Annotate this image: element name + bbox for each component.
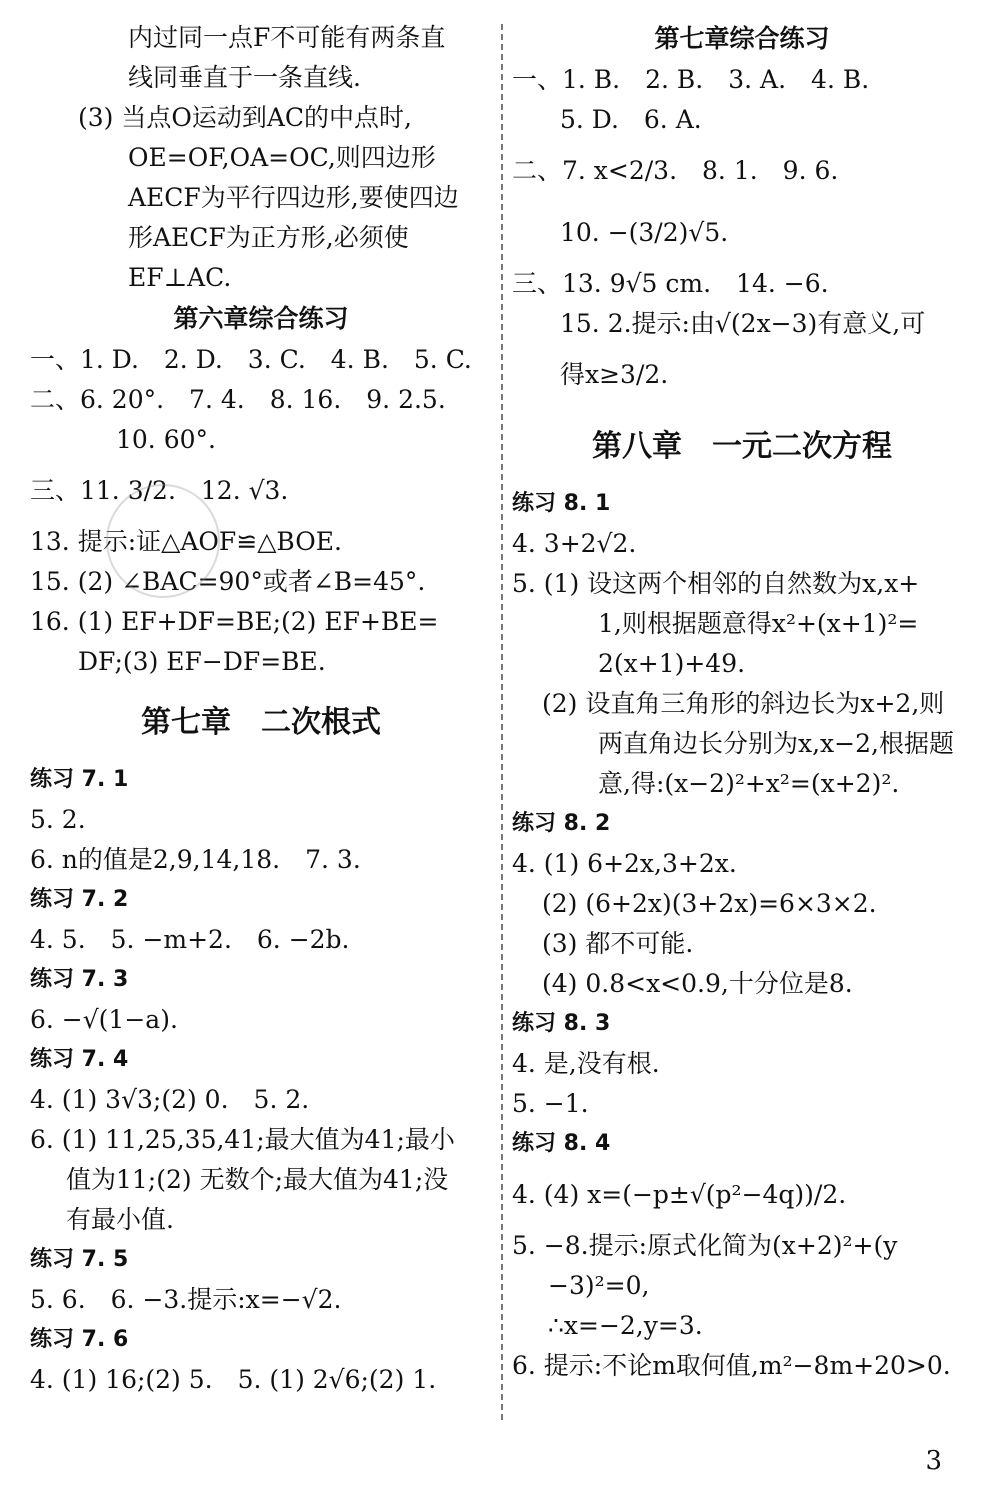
right-line-13: 2(x+1)+49. <box>598 649 746 678</box>
right-line-22: 练习 8. 3 <box>512 1011 611 1036</box>
left-line-23: 6. −√(1−a). <box>30 1005 178 1034</box>
right-line-6: 15. 2.提示:由√(2x−3)有意义,可 <box>560 309 926 338</box>
right-line-10: 4. 3+2√2. <box>512 529 637 558</box>
left-line-25: 4. (1) 3√3;(2) 0. 5. 2. <box>30 1085 310 1114</box>
right-line-3: 二、7. x<2/3. 8. 1. 9. 6. <box>512 156 839 185</box>
right-line-0: 第七章综合练习 <box>654 24 830 53</box>
left-line-3: OE=OF,OA=OC,则四边形 <box>128 143 436 172</box>
left-line-29: 练习 7. 5 <box>30 1247 129 1272</box>
left-line-30: 5. 6. 6. −3.提示:x=−√2. <box>30 1285 342 1314</box>
right-line-27: 5. −8.提示:原式化简为(x+2)²+(y <box>512 1231 898 1260</box>
right-line-21: (4) 0.8<x<0.9,十分位是8. <box>542 969 853 998</box>
right-line-2: 5. D. 6. A. <box>560 105 702 134</box>
right-line-26: 4. (4) x=(−p±√(p²−4q))/2. <box>512 1180 847 1209</box>
right-line-19: (2) (6+2x)(3+2x)=6×3×2. <box>542 889 877 918</box>
left-line-27: 值为11;(2) 无数个;最大值为41;没 <box>66 1165 449 1194</box>
right-line-24: 5. −1. <box>512 1089 589 1118</box>
right-line-12: 1,则根据题意得x²+(x+1)²= <box>598 609 919 638</box>
right-line-30: 6. 提示:不论m取何值,m²−8m+20>0. <box>512 1351 951 1380</box>
left-line-4: AECF为平行四边形,要使四边 <box>128 183 459 212</box>
left-column <box>30 18 492 1400</box>
left-line-9: 二、6. 20°. 7. 4. 8. 16. 9. 2.5. <box>30 385 446 414</box>
right-line-14: (2) 设直角三角形的斜边长为x+2,则 <box>542 689 945 718</box>
right-line-11: 5. (1) 设这两个相邻的自然数为x,x+ <box>512 569 920 598</box>
right-line-23: 4. 是,没有根. <box>512 1049 660 1078</box>
right-line-28: −3)²=0, <box>548 1271 650 1300</box>
left-line-16: 第七章 二次根式 <box>141 705 381 740</box>
right-line-15: 两直角边长分别为x,x−2,根据题 <box>598 729 954 758</box>
left-line-7: 第六章综合练习 <box>173 304 349 333</box>
left-line-28: 有最小值. <box>66 1205 174 1234</box>
right-line-5: 三、13. 9√5 cm. 14. −6. <box>512 269 829 298</box>
right-line-1: 一、1. B. 2. B. 3. A. 4. B. <box>512 65 870 94</box>
left-line-1: 线同垂直于一条直线. <box>128 63 361 92</box>
left-line-17: 练习 7. 1 <box>30 767 129 792</box>
left-line-5: 形AECF为正方形,必须使 <box>128 223 409 252</box>
left-line-15: DF;(3) EF−DF=BE. <box>78 647 326 676</box>
left-line-10: 10. 60°. <box>116 425 216 454</box>
left-line-31: 练习 7. 6 <box>30 1327 129 1352</box>
column-divider <box>501 24 503 1420</box>
left-line-20: 练习 7. 2 <box>30 887 129 912</box>
left-line-22: 练习 7. 3 <box>30 967 129 992</box>
page-number: 3 <box>925 1446 942 1476</box>
left-line-19: 6. n的值是2,9,14,18. 7. 3. <box>30 845 361 874</box>
right-line-9: 练习 8. 1 <box>512 491 611 516</box>
left-line-12: 13. 提示:证△AOF≌△BOE. <box>30 527 342 556</box>
left-line-24: 练习 7. 4 <box>30 1047 129 1072</box>
left-line-18: 5. 2. <box>30 805 86 834</box>
left-line-21: 4. 5. 5. −m+2. 6. −2b. <box>30 925 350 954</box>
right-column <box>512 18 972 1386</box>
left-line-0: 内过同一点F不可能有两条直 <box>128 23 446 52</box>
left-line-13: 15. (2) ∠BAC=90°或者∠B=45°. <box>30 567 426 596</box>
right-line-25: 练习 8. 4 <box>512 1131 611 1156</box>
left-line-14: 16. (1) EF+DF=BE;(2) EF+BE= <box>30 607 439 636</box>
right-line-18: 4. (1) 6+2x,3+2x. <box>512 849 737 878</box>
left-line-11: 三、11. 3/2. 12. √3. <box>30 476 289 505</box>
left-line-26: 6. (1) 11,25,35,41;最大值为41;最小 <box>30 1125 455 1154</box>
right-line-20: (3) 都不可能. <box>542 929 694 958</box>
right-line-4: 10. −(3/2)√5. <box>560 218 729 247</box>
right-line-8: 第八章 一元二次方程 <box>592 429 892 464</box>
left-line-2: (3) 当点O运动到AC的中点时, <box>78 103 412 132</box>
left-line-8: 一、1. D. 2. D. 3. C. 4. B. 5. C. <box>30 345 472 374</box>
left-line-32: 4. (1) 16;(2) 5. 5. (1) 2√6;(2) 1. <box>30 1365 437 1394</box>
right-line-7: 得x≥3/2. <box>560 360 669 389</box>
left-line-6: EF⊥AC. <box>128 263 232 292</box>
right-line-29: ∴x=−2,y=3. <box>548 1311 703 1340</box>
right-line-17: 练习 8. 2 <box>512 811 611 836</box>
right-line-16: 意,得:(x−2)²+x²=(x+2)². <box>598 769 900 798</box>
